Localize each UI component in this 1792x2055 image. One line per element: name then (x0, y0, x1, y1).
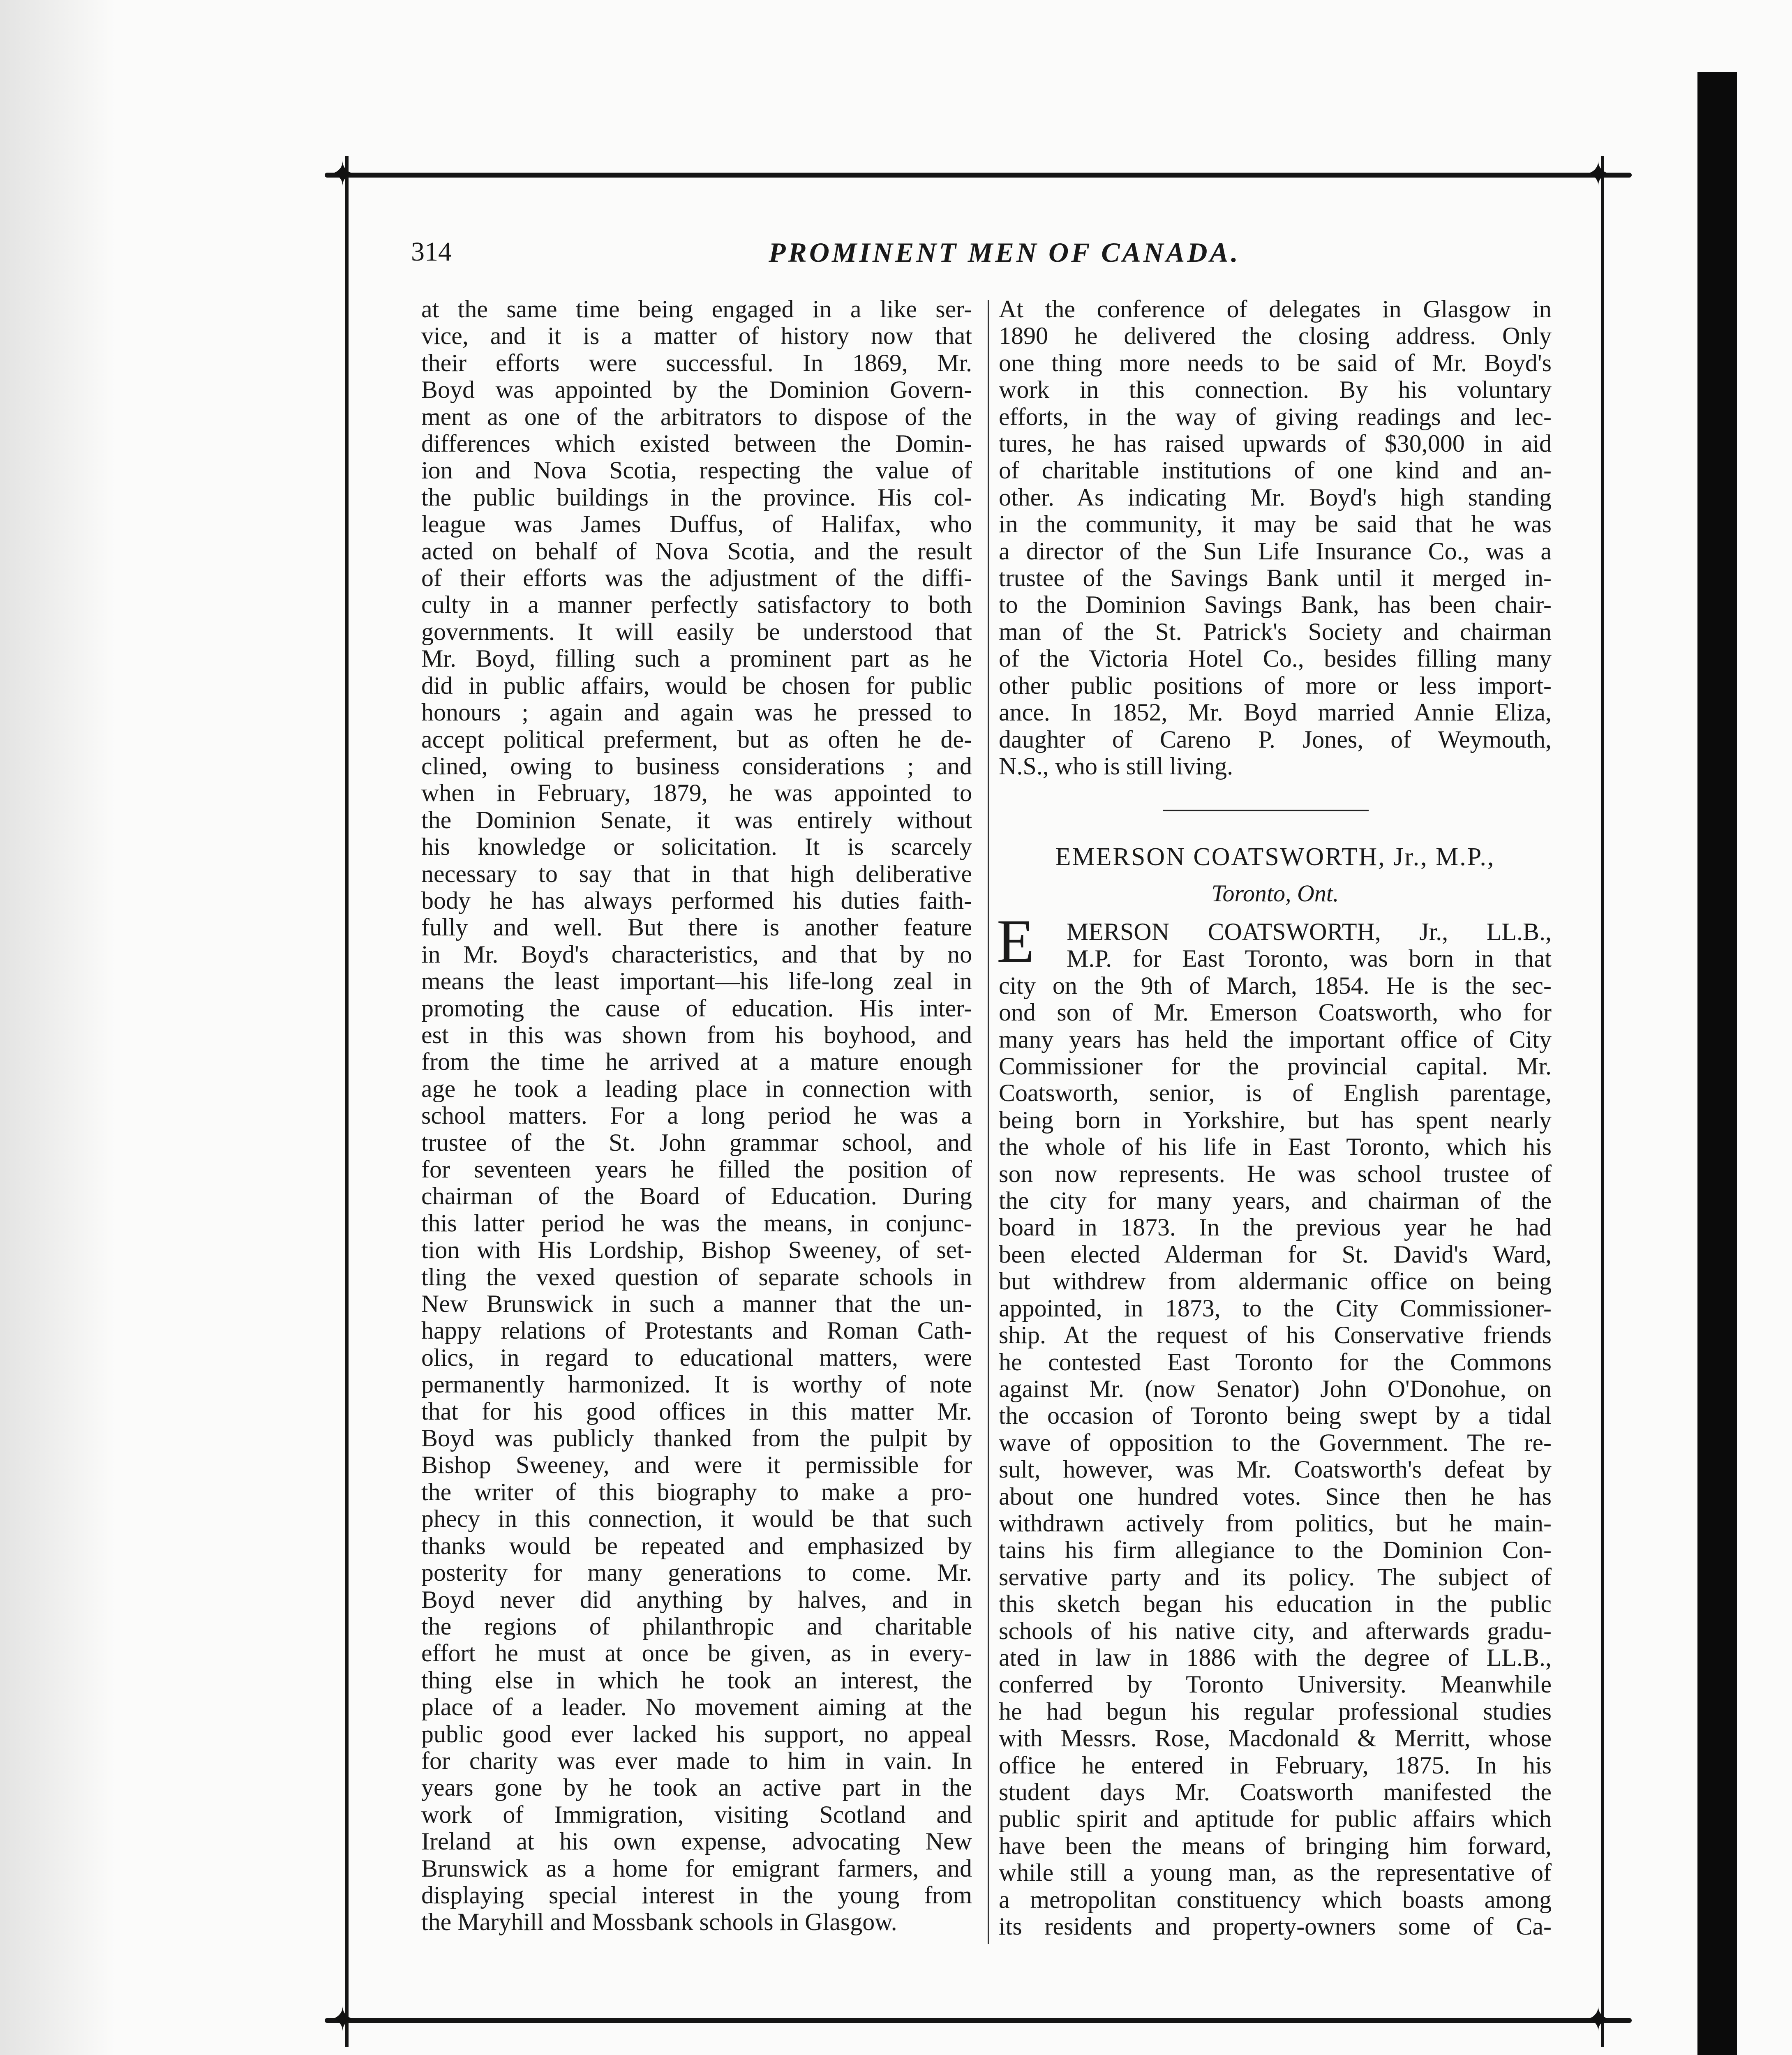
text-line: ated in law in 1886 with the degree of LL.B., (999, 1644, 1552, 1671)
text-line: vice, and it is a matter of history now that (421, 322, 972, 350)
text-line: promoting the cause of education. His inter- (421, 994, 972, 1022)
text-line: Coatsworth, senior, is of English parentage, (999, 1079, 1552, 1107)
running-title: PROMINENT MEN OF CANADA. (769, 237, 1240, 268)
text-line: did in public affairs, would be chosen for public (421, 672, 972, 699)
text-line: MERSON COATSWORTH, Jr., LL.B., (1067, 918, 1552, 945)
corner-ornament-icon: ✦ (1584, 157, 1612, 193)
text-line: culty in a manner perfectly satisfactory to both (421, 591, 972, 619)
text-line: clined, owing to business considerations ; and (421, 752, 972, 780)
text-line: phecy in this connection, it would be that such (421, 1505, 972, 1533)
text-line: Commissioner for the provincial capital. Mr. (999, 1053, 1552, 1080)
left-column (421, 296, 972, 1936)
text-line: tains his firm allegiance to the Dominion Con- (999, 1536, 1552, 1564)
corner-ornament-icon: ✦ (329, 157, 357, 193)
text-line: in Mr. Boyd's characteristics, and that by no (421, 940, 972, 968)
right-column-top (999, 296, 1552, 780)
text-line: posterity for many generations to come. Mr. (421, 1559, 972, 1586)
text-line: accept political preferment, but as often he de- (421, 725, 972, 753)
text-line: other. As indicating Mr. Boyd's high standing (999, 483, 1552, 511)
corner-ornament-icon: ✦ (329, 2002, 357, 2038)
text-line: Boyd was appointed by the Dominion Govern- (421, 376, 972, 404)
text-line: withdrawn actively from politics, but he main- (999, 1509, 1552, 1537)
text-line: the occasion of Toronto being swept by a tidal (999, 1402, 1552, 1429)
text-line: for charity was ever made to him in vain. In (421, 1747, 972, 1774)
text-line: ship. At the request of his Conservative friends (999, 1321, 1552, 1349)
text-line: Ireland at his own expense, advocating New (421, 1828, 972, 1855)
text-line: Boyd was publicly thanked from the pulpit by (421, 1425, 972, 1452)
text-line: effort he must at once be given, as in every- (421, 1639, 972, 1667)
text-line: governments. It will easily be understood that (421, 618, 972, 645)
text-line: fully and well. But there is another feature (421, 914, 972, 941)
bottom-border-rule (325, 2018, 1632, 2023)
text-line: been elected Alderman for St. David's Ward, (999, 1240, 1552, 1268)
text-line: being born in Yorkshire, but has spent nearly (999, 1106, 1552, 1134)
text-line: trustee of the Savings Bank until it merged in- (999, 564, 1552, 592)
text-line: that for his good offices in this matter Mr. (421, 1397, 972, 1425)
text-line: N.S., who is still living. (999, 752, 1233, 780)
text-line: school matters. For a long period he was a (421, 1102, 972, 1129)
text-line: public spirit and aptitude for public affairs which (999, 1805, 1552, 1833)
text-line: work of Immigration, visiting Scotland and (421, 1801, 972, 1828)
text-line: the regions of philanthropic and charitable (421, 1612, 972, 1640)
text-line: means the least important—his life-long zeal in (421, 967, 972, 995)
text-line: wave of opposition to the Government. The re- (999, 1429, 1552, 1456)
text-line: place of a leader. No movement aiming at the (421, 1693, 972, 1721)
text-line: when in February, 1879, he was appointed to (421, 779, 972, 807)
text-line: Bishop Sweeney, and were it permissible for (421, 1451, 972, 1479)
text-line: tion with His Lordship, Bishop Sweeney, of set- (421, 1236, 972, 1264)
text-line: city on the 9th of March, 1854. He is the sec- (999, 972, 1552, 999)
text-line: Brunswick as a home for emigrant farmers, and (421, 1854, 972, 1882)
corner-ornament-icon: ✦ (1584, 2002, 1612, 2038)
text-line: differences which existed between the Domin- (421, 430, 972, 457)
text-line: ion and Nova Scotia, respecting the value of (421, 457, 972, 484)
text-line: he had begun his regular professional studies (999, 1697, 1552, 1725)
text-line: trustee of the St. John grammar school, and (421, 1129, 972, 1156)
text-line: in the community, it may be said that he was (999, 510, 1552, 538)
text-line: man of the St. Patrick's Society and chairman (999, 618, 1552, 645)
text-line: league was James Duffus, of Halifax, who (421, 510, 972, 538)
text-line: their efforts were successful. In 1869, Mr. (421, 349, 972, 376)
text-line: honours ; again and again was he pressed to (421, 699, 972, 726)
text-line: office he entered in February, 1875. In his (999, 1751, 1552, 1779)
text-line: at the same time being engaged in a like ser- (421, 296, 972, 323)
text-line: for seventeen years he filled the position of (421, 1156, 972, 1183)
text-line: while still a young man, as the representative of (999, 1859, 1552, 1886)
text-line: he contested East Toronto for the Commons (999, 1348, 1552, 1376)
text-line: necessary to say that in that high deliberative (421, 860, 972, 887)
text-line: of charitable institutions of one kind and an- (999, 457, 1552, 484)
text-line: years gone by he took an active part in the (421, 1774, 972, 1801)
text-line: about one hundred votes. Since then he has (999, 1482, 1552, 1510)
text-line: Mr. Boyd, filling such a prominent part as he (421, 645, 972, 672)
text-line: this sketch began his education in the public (999, 1590, 1552, 1618)
section-subheading: Toronto, Ont. (1211, 880, 1339, 907)
text-line: a director of the Sun Life Insurance Co., was a (999, 537, 1552, 565)
text-line: public good ever lacked his support, no appeal (421, 1720, 972, 1748)
text-line: chairman of the Board of Education. During (421, 1182, 972, 1210)
scan-edge-shadow (0, 0, 115, 2055)
text-line: conferred by Toronto University. Meanwhile (999, 1671, 1552, 1698)
text-line: have been the means of bringing him forward, (999, 1832, 1552, 1859)
text-line: ance. In 1852, Mr. Boyd married Annie Eliza, (999, 699, 1552, 726)
text-line: other public positions of more or less import- (999, 672, 1552, 699)
text-line: the city for many years, and chairman of the (999, 1187, 1552, 1215)
text-line: body he has always performed his duties faith- (421, 887, 972, 914)
text-line: to the Dominion Savings Bank, has been chair- (999, 591, 1552, 619)
left-border-rule (345, 156, 349, 2047)
text-line: son now represents. He was school trustee of (999, 1160, 1552, 1187)
text-line: efforts, in the way of giving readings and lec- (999, 403, 1552, 430)
text-line: olics, in regard to educational matters, were (421, 1344, 972, 1371)
drop-cap: E (997, 907, 1035, 975)
right-column-bottom (999, 919, 1552, 1940)
text-line: acted on behalf of Nova Scotia, and the result (421, 537, 972, 565)
text-line: At the conference of delegates in Glasgow in (999, 296, 1552, 323)
text-line: happy relations of Protestants and Roman Cath- (421, 1317, 972, 1344)
text-line: board in 1873. In the previous year he had (999, 1214, 1552, 1241)
text-line: ment as one of the arbitrators to dispose of the (421, 403, 972, 430)
text-line: daughter of Careno P. Jones, of Weymouth, (999, 725, 1552, 753)
text-line: the Maryhill and Mossbank schools in Glasgow. (421, 1908, 897, 1936)
text-line: servative party and its policy. The subject of (999, 1563, 1552, 1591)
text-line: many years has held the important office of City (999, 1025, 1552, 1053)
text-line: ond son of Mr. Emerson Coatsworth, who for (999, 999, 1552, 1026)
text-line: thing else in which he took an interest, the (421, 1666, 972, 1694)
text-line: 1890 he delivered the closing address. Only (999, 322, 1552, 350)
text-line: of the Victoria Hotel Co., besides filling many (999, 645, 1552, 672)
text-line: schools of his native city, and afterwards gradu- (999, 1617, 1552, 1644)
text-line: tures, he has raised upwards of $30,000 in aid (999, 430, 1552, 457)
text-line: work in this connection. By his voluntary (999, 376, 1552, 404)
text-line: a metropolitan constituency which boasts among (999, 1886, 1552, 1913)
top-border-rule (325, 173, 1632, 178)
text-line: student days Mr. Coatsworth manifested the (999, 1778, 1552, 1806)
text-line: with Messrs. Rose, Macdonald & Merritt, whose (999, 1725, 1552, 1752)
text-line: against Mr. (now Senator) John O'Donohue, on (999, 1375, 1552, 1402)
text-line: the Dominion Senate, it was entirely without (421, 806, 972, 834)
text-line: the writer of this biography to make a pro- (421, 1478, 972, 1505)
text-line: tling the vexed question of separate schools in (421, 1263, 972, 1291)
text-line: from the time he arrived at a mature enough (421, 1048, 972, 1076)
text-line: its residents and property-owners some of Ca- (999, 1913, 1552, 1940)
text-line: est in this was shown from his boyhood, and (421, 1021, 972, 1048)
section-divider (1163, 810, 1369, 811)
page-number: 314 (411, 237, 452, 267)
text-line: but withdrew from aldermanic office on being (999, 1268, 1552, 1295)
text-line: this latter period he was the means, in conjunc- (421, 1209, 972, 1237)
text-line: the public buildings in the province. His col- (421, 483, 972, 511)
text-line: appointed, in 1873, to the City Commissioner- (999, 1294, 1552, 1322)
text-line: of their efforts was the adjustment of the diffi- (421, 564, 972, 592)
text-line: one thing more needs to be said of Mr. Boyd's (999, 349, 1552, 376)
section-heading: EMERSON COATSWORTH, Jr., M.P., (1055, 843, 1495, 871)
text-line: M.P. for East Toronto, was born in that (1067, 945, 1552, 972)
text-line: displaying special interest in the young from (421, 1881, 972, 1909)
column-separator (988, 300, 989, 1944)
text-line: his knowledge or solicitation. It is scarcely (421, 833, 972, 861)
text-line: age he took a leading place in connection with (421, 1075, 972, 1102)
text-line: Boyd never did anything by halves, and in (421, 1586, 972, 1613)
binding-edge-bar (1697, 72, 1737, 2055)
text-line: New Brunswick in such a manner that the un- (421, 1290, 972, 1318)
text-line: thanks would be repeated and emphasized by (421, 1532, 972, 1559)
text-line: sult, however, was Mr. Coatsworth's defeat by (999, 1456, 1552, 1483)
text-line: the whole of his life in East Toronto, which his (999, 1133, 1552, 1161)
text-line: permanently harmonized. It is worthy of note (421, 1371, 972, 1398)
right-border-rule (1601, 156, 1604, 2047)
